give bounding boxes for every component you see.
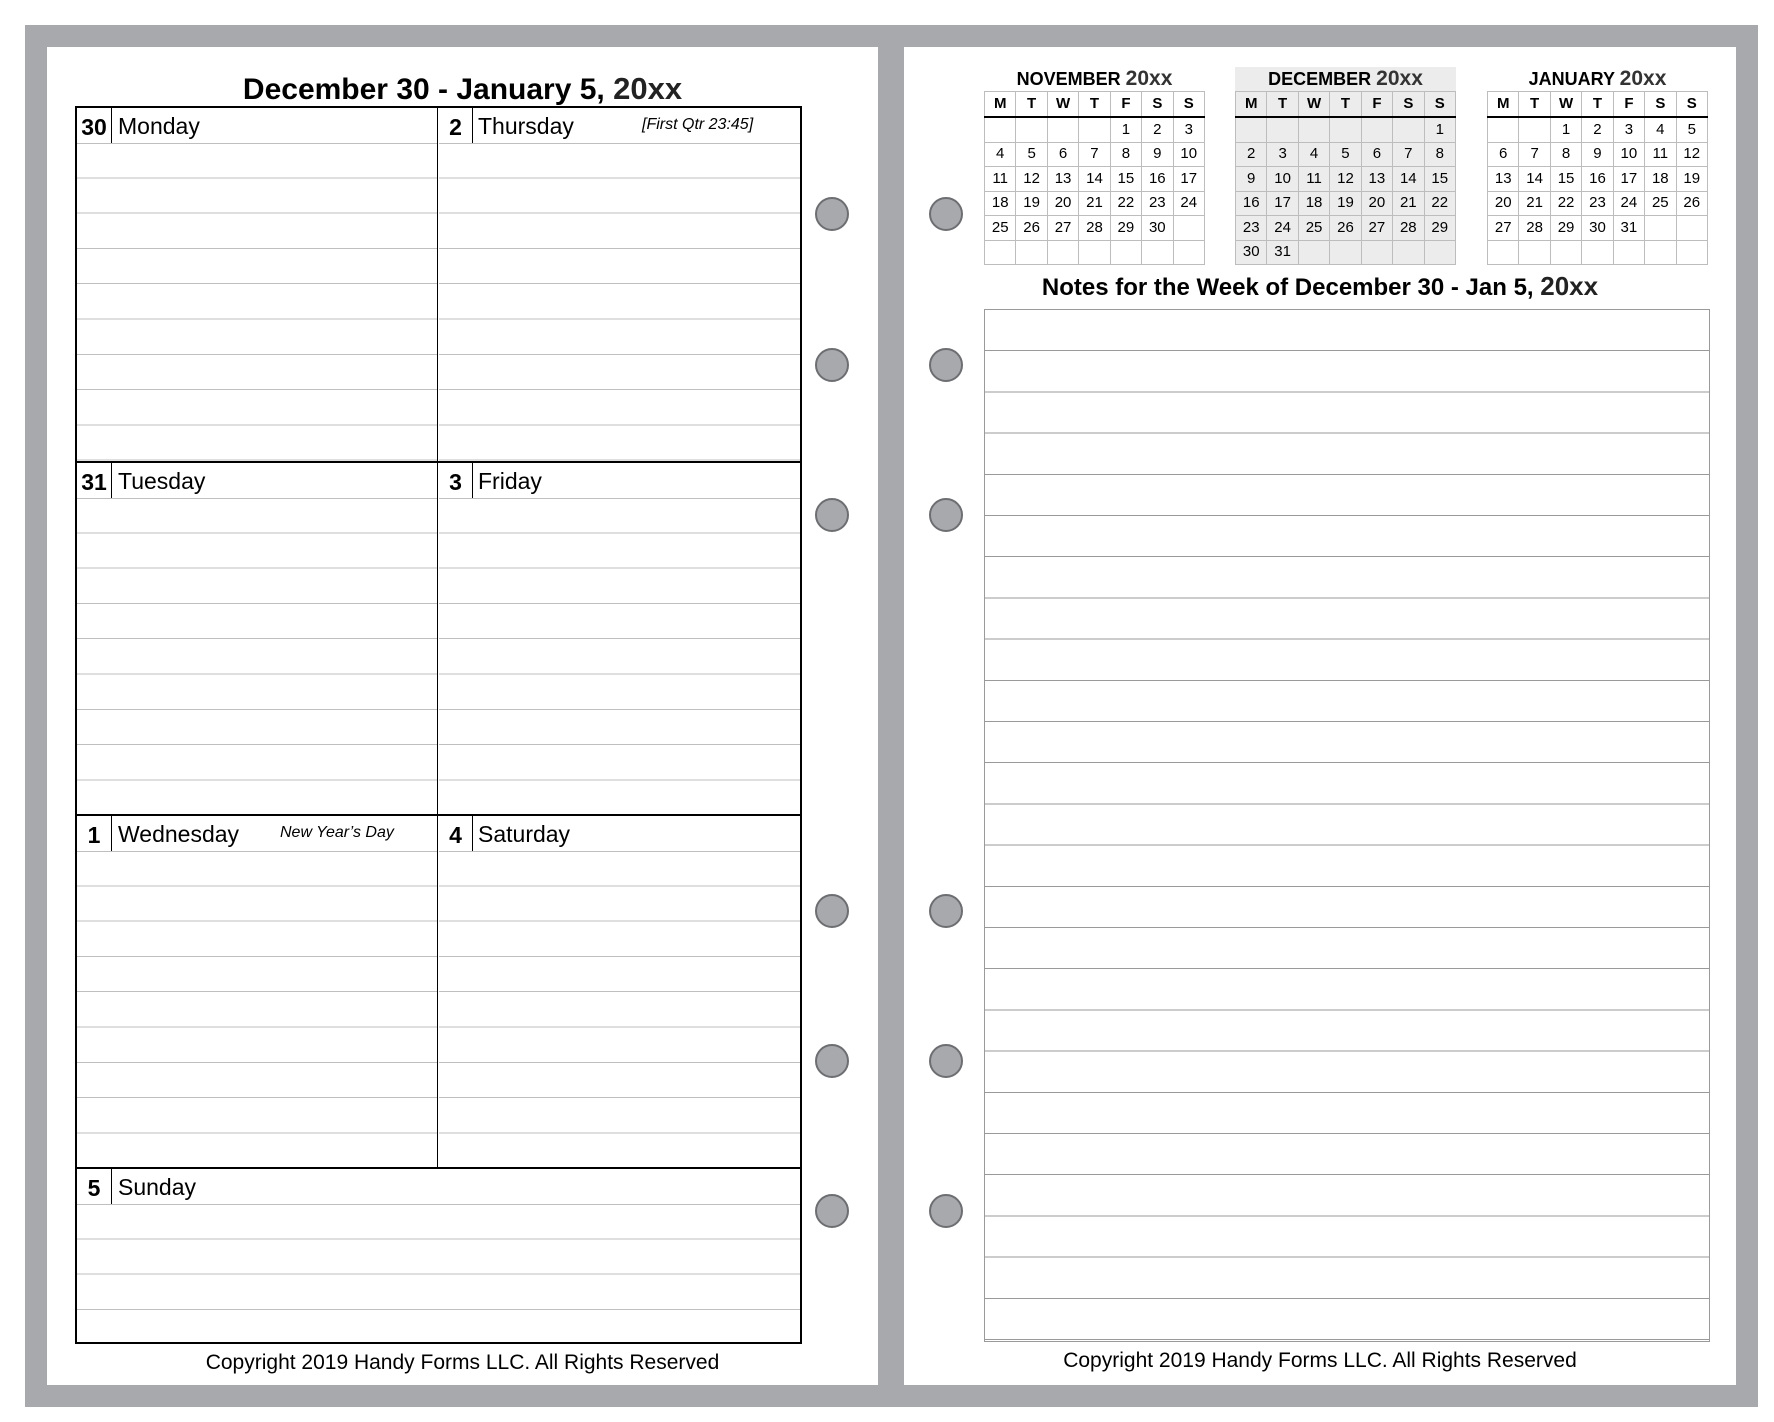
calendar-day bbox=[1361, 117, 1392, 142]
calendar-day: 7 bbox=[1393, 142, 1424, 167]
calendar-day: 3 bbox=[1173, 117, 1204, 142]
day-number: 3 bbox=[439, 463, 473, 498]
calendar-day: 13 bbox=[1047, 167, 1078, 192]
calendar-day: 17 bbox=[1267, 191, 1298, 216]
day-box-wednesday[interactable] bbox=[77, 816, 438, 1167]
calendar-grid bbox=[1487, 91, 1708, 265]
calendar-day bbox=[1550, 240, 1581, 265]
calendar-month: DECEMBER bbox=[1268, 69, 1372, 89]
week-title-year: 20xx bbox=[613, 71, 683, 106]
calendar-day: 23 bbox=[1236, 216, 1267, 241]
day-box-friday[interactable] bbox=[439, 463, 800, 814]
holiday-note: New Year’s Day bbox=[280, 824, 394, 841]
calendar-day: 12 bbox=[1330, 167, 1361, 192]
day-box-tuesday[interactable] bbox=[77, 463, 438, 814]
calendar-day: 29 bbox=[1424, 216, 1455, 241]
calendar-day bbox=[1393, 117, 1424, 142]
calendar-grid bbox=[984, 91, 1205, 265]
calendar-day bbox=[1645, 240, 1676, 265]
calendar-day bbox=[1142, 240, 1173, 265]
calendar-day: 26 bbox=[1016, 216, 1047, 241]
calendar-day bbox=[1330, 117, 1361, 142]
calendar-year: 20xx bbox=[1376, 67, 1423, 90]
day-name: Friday bbox=[478, 468, 542, 494]
weekday-header: S bbox=[1173, 92, 1204, 118]
mini-calendar-november bbox=[984, 67, 1205, 265]
calendar-day: 1 bbox=[1424, 117, 1455, 142]
calendar-day: 14 bbox=[1079, 167, 1110, 192]
day-name: Thursday bbox=[478, 113, 574, 139]
calendar-day bbox=[1676, 240, 1707, 265]
binder-hole bbox=[815, 197, 849, 231]
binder-hole bbox=[815, 1044, 849, 1078]
week-title bbox=[47, 71, 878, 108]
binder-hole bbox=[815, 894, 849, 928]
calendar-day: 14 bbox=[1393, 167, 1424, 192]
binder-hole bbox=[815, 498, 849, 532]
calendar-day: 27 bbox=[1488, 216, 1519, 241]
calendar-year: 20xx bbox=[1125, 67, 1173, 90]
copyright-text: Copyright 2019 Handy Forms LLC. All Rights Reserved bbox=[205, 1351, 720, 1374]
calendar-day bbox=[1645, 216, 1676, 241]
calendar-day: 20 bbox=[1361, 191, 1392, 216]
calendar-year: 20xx bbox=[1619, 67, 1667, 90]
calendar-grid bbox=[1235, 91, 1456, 265]
calendar-day: 25 bbox=[985, 216, 1016, 241]
notes-title bbox=[904, 270, 1736, 304]
calendar-day bbox=[985, 117, 1016, 142]
calendar-day: 1 bbox=[1110, 117, 1141, 142]
calendar-day: 24 bbox=[1613, 191, 1644, 216]
calendar-day: 13 bbox=[1361, 167, 1392, 192]
calendar-day: 24 bbox=[1173, 191, 1204, 216]
weekday-header: S bbox=[1676, 92, 1707, 118]
calendar-day: 16 bbox=[1142, 167, 1173, 192]
calendar-day: 27 bbox=[1361, 216, 1392, 241]
calendar-day: 31 bbox=[1267, 240, 1298, 265]
moon-phase-note: [First Qtr 23:45] bbox=[642, 116, 754, 133]
mini-calendar-december bbox=[1235, 67, 1456, 265]
calendar-day: 4 bbox=[1298, 142, 1329, 167]
calendar-day bbox=[1298, 240, 1329, 265]
calendar-day bbox=[1298, 117, 1329, 142]
binder-hole bbox=[815, 348, 849, 382]
calendar-day: 25 bbox=[1298, 216, 1329, 241]
calendar-day: 16 bbox=[1236, 191, 1267, 216]
calendar-day: 9 bbox=[1236, 167, 1267, 192]
calendar-day: 15 bbox=[1550, 167, 1581, 192]
weekday-header: F bbox=[1613, 92, 1644, 118]
calendar-day bbox=[1236, 117, 1267, 142]
day-grid bbox=[75, 106, 802, 1344]
calendar-day: 8 bbox=[1550, 142, 1581, 167]
weekday-header: W bbox=[1298, 92, 1329, 118]
day-number: 4 bbox=[439, 816, 473, 851]
binder-hole bbox=[929, 1194, 963, 1228]
calendar-day: 25 bbox=[1645, 191, 1676, 216]
calendar-day: 22 bbox=[1424, 191, 1455, 216]
calendar-day: 29 bbox=[1550, 216, 1581, 241]
calendar-day: 2 bbox=[1142, 117, 1173, 142]
calendar-day: 28 bbox=[1393, 216, 1424, 241]
calendar-day: 16 bbox=[1582, 167, 1613, 192]
day-number: 1 bbox=[77, 816, 112, 851]
calendar-day: 4 bbox=[1645, 117, 1676, 142]
calendar-day: 20 bbox=[1488, 191, 1519, 216]
calendar-day bbox=[1079, 240, 1110, 265]
calendar-day bbox=[985, 240, 1016, 265]
weekly-planner-page bbox=[47, 47, 878, 1385]
calendar-day: 6 bbox=[1488, 142, 1519, 167]
mini-calendar-january bbox=[1487, 67, 1708, 265]
calendar-day: 18 bbox=[985, 191, 1016, 216]
calendar-day: 9 bbox=[1582, 142, 1613, 167]
binder-hole bbox=[929, 348, 963, 382]
weekday-header: W bbox=[1550, 92, 1581, 118]
calendar-day: 2 bbox=[1582, 117, 1613, 142]
calendar-day: 10 bbox=[1613, 142, 1644, 167]
calendar-month: JANUARY bbox=[1528, 69, 1615, 89]
weekday-header: M bbox=[1488, 92, 1519, 118]
calendar-day bbox=[1393, 240, 1424, 265]
calendar-day bbox=[1016, 240, 1047, 265]
calendar-day: 11 bbox=[985, 167, 1016, 192]
calendar-day: 2 bbox=[1236, 142, 1267, 167]
calendar-day bbox=[1047, 117, 1078, 142]
calendar-day: 26 bbox=[1676, 191, 1707, 216]
calendar-day: 7 bbox=[1079, 142, 1110, 167]
weekday-header: W bbox=[1047, 92, 1078, 118]
calendar-day bbox=[1424, 240, 1455, 265]
calendar-day: 10 bbox=[1267, 167, 1298, 192]
calendar-day: 30 bbox=[1142, 216, 1173, 241]
calendar-day bbox=[1079, 117, 1110, 142]
weekday-header: S bbox=[1142, 92, 1173, 118]
calendar-day bbox=[1110, 240, 1141, 265]
calendar-day bbox=[1488, 240, 1519, 265]
day-box-saturday[interactable] bbox=[439, 816, 800, 1167]
calendar-day: 8 bbox=[1110, 142, 1141, 167]
calendar-day bbox=[1488, 117, 1519, 142]
calendar-day: 13 bbox=[1488, 167, 1519, 192]
calendar-day bbox=[1016, 117, 1047, 142]
calendar-day: 21 bbox=[1079, 191, 1110, 216]
notes-page bbox=[904, 47, 1736, 1385]
day-number: 30 bbox=[77, 108, 112, 143]
weekday-header: T bbox=[1582, 92, 1613, 118]
calendar-day: 6 bbox=[1361, 142, 1392, 167]
calendar-day: 5 bbox=[1016, 142, 1047, 167]
calendar-day: 15 bbox=[1110, 167, 1141, 192]
calendar-day: 18 bbox=[1645, 167, 1676, 192]
calendar-day: 19 bbox=[1676, 167, 1707, 192]
calendar-day bbox=[1519, 117, 1550, 142]
calendar-day: 28 bbox=[1519, 216, 1550, 241]
day-name: Sunday bbox=[118, 1174, 197, 1200]
calendar-day bbox=[1613, 240, 1644, 265]
calendar-day: 18 bbox=[1298, 191, 1329, 216]
notes-title-year: 20xx bbox=[1540, 271, 1599, 301]
calendar-day: 14 bbox=[1519, 167, 1550, 192]
calendar-day: 15 bbox=[1424, 167, 1455, 192]
calendar-day: 20 bbox=[1047, 191, 1078, 216]
calendar-day: 5 bbox=[1676, 117, 1707, 142]
calendar-day: 19 bbox=[1016, 191, 1047, 216]
day-name: Monday bbox=[118, 113, 200, 139]
calendar-day bbox=[1519, 240, 1550, 265]
day-name: Saturday bbox=[478, 821, 571, 847]
weekday-header: T bbox=[1267, 92, 1298, 118]
day-name: Wednesday bbox=[118, 821, 240, 847]
calendar-day: 19 bbox=[1330, 191, 1361, 216]
calendar-day: 5 bbox=[1330, 142, 1361, 167]
calendar-day: 24 bbox=[1267, 216, 1298, 241]
calendar-day bbox=[1173, 216, 1204, 241]
calendar-month: NOVEMBER bbox=[1016, 69, 1121, 89]
calendar-day: 28 bbox=[1079, 216, 1110, 241]
calendar-day: 22 bbox=[1550, 191, 1581, 216]
day-box-monday[interactable] bbox=[77, 108, 438, 461]
weekday-header: S bbox=[1393, 92, 1424, 118]
calendar-day: 27 bbox=[1047, 216, 1078, 241]
day-box-thursday[interactable] bbox=[439, 108, 800, 461]
calendar-day: 3 bbox=[1267, 142, 1298, 167]
calendar-day bbox=[1173, 240, 1204, 265]
calendar-day: 30 bbox=[1582, 216, 1613, 241]
calendar-day: 31 bbox=[1613, 216, 1644, 241]
calendar-day bbox=[1361, 240, 1392, 265]
notes-lines[interactable] bbox=[984, 309, 1710, 1342]
calendar-day: 1 bbox=[1550, 117, 1581, 142]
weekday-header: F bbox=[1110, 92, 1141, 118]
calendar-day: 21 bbox=[1519, 191, 1550, 216]
calendar-day bbox=[1047, 240, 1078, 265]
calendar-day: 9 bbox=[1142, 142, 1173, 167]
weekday-header: S bbox=[1645, 92, 1676, 118]
binder-hole bbox=[815, 1194, 849, 1228]
calendar-day: 23 bbox=[1582, 191, 1613, 216]
calendar-day: 23 bbox=[1142, 191, 1173, 216]
calendar-day: 21 bbox=[1393, 191, 1424, 216]
calendar-day bbox=[1330, 240, 1361, 265]
calendar-day: 17 bbox=[1613, 167, 1644, 192]
day-box-sunday[interactable] bbox=[77, 1169, 800, 1342]
weekday-header: M bbox=[1236, 92, 1267, 118]
weekday-header: F bbox=[1361, 92, 1392, 118]
weekday-header: S bbox=[1424, 92, 1455, 118]
day-name: Tuesday bbox=[118, 468, 206, 494]
day-number: 31 bbox=[77, 463, 112, 498]
weekday-header: T bbox=[1519, 92, 1550, 118]
calendar-day bbox=[1582, 240, 1613, 265]
calendar-day: 29 bbox=[1110, 216, 1141, 241]
calendar-day bbox=[1267, 117, 1298, 142]
weekday-header: T bbox=[1079, 92, 1110, 118]
calendar-day: 11 bbox=[1645, 142, 1676, 167]
calendar-day: 12 bbox=[1016, 167, 1047, 192]
binder-hole bbox=[929, 1044, 963, 1078]
calendar-day: 17 bbox=[1173, 167, 1204, 192]
weekday-header: M bbox=[985, 92, 1016, 118]
weekday-header: T bbox=[1016, 92, 1047, 118]
weekday-header: T bbox=[1330, 92, 1361, 118]
calendar-day: 3 bbox=[1613, 117, 1644, 142]
calendar-day: 8 bbox=[1424, 142, 1455, 167]
calendar-day: 11 bbox=[1298, 167, 1329, 192]
day-number: 5 bbox=[77, 1169, 112, 1204]
calendar-day bbox=[1676, 216, 1707, 241]
binder-hole bbox=[929, 894, 963, 928]
day-number: 2 bbox=[439, 108, 473, 143]
binder-hole bbox=[929, 498, 963, 532]
copyright-text: Copyright 2019 Handy Forms LLC. All Rights Reserved bbox=[1063, 1349, 1577, 1372]
calendar-day: 12 bbox=[1676, 142, 1707, 167]
calendar-day: 7 bbox=[1519, 142, 1550, 167]
calendar-day: 10 bbox=[1173, 142, 1204, 167]
calendar-day: 6 bbox=[1047, 142, 1078, 167]
calendar-day: 4 bbox=[985, 142, 1016, 167]
week-title-text: December 30 - January 5, bbox=[242, 73, 605, 106]
calendar-day: 30 bbox=[1236, 240, 1267, 265]
calendar-day: 22 bbox=[1110, 191, 1141, 216]
calendar-day: 26 bbox=[1330, 216, 1361, 241]
notes-title-text: Notes for the Week of December 30 - Jan 5, bbox=[1041, 274, 1534, 301]
binder-hole bbox=[929, 197, 963, 231]
